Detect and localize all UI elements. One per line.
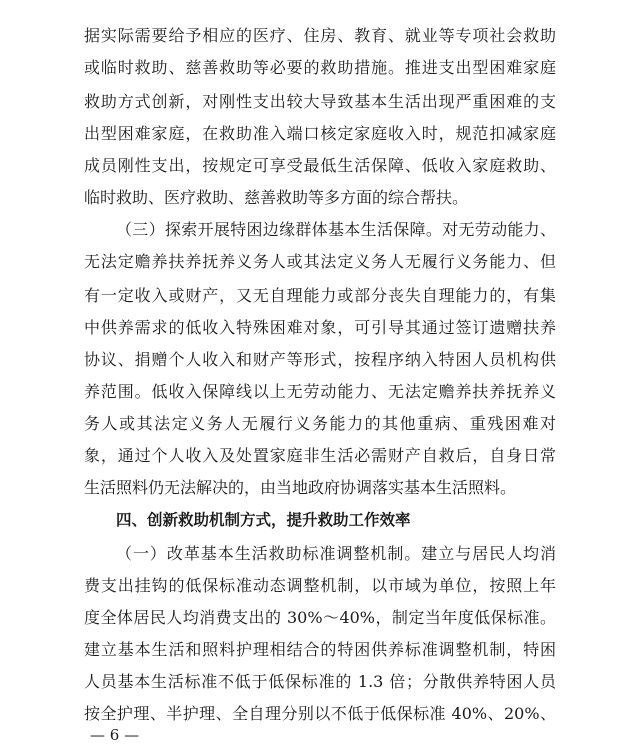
section-subheading-line: （三）探索开展特困边缘群体基本生活保障。对无劳动能力、	[116, 220, 556, 239]
section-heading: 四、创新救助机制方式，提升救助工作效率	[116, 511, 411, 529]
paragraph-line: 费支出挂钩的低保标准动态调整机制，以市域为单位，按照上年	[84, 576, 556, 595]
paragraph-line: 协议、捐赠个人收入和财产等形式，按程序纳入特困人员机构供	[84, 350, 556, 369]
paragraph-line: 临时救助、医疗救助、慈善救助等多方面的综合帮扶。	[84, 188, 469, 207]
paragraph-line: 据实际需要给予相应的医疗、住房、教育、就业等专项社会救助	[84, 26, 556, 45]
paragraph-line: 出型困难家庭，在救助准入端口核定家庭收入时，规范扣减家庭	[84, 124, 556, 143]
paragraph-line: 养范围。低收入保障线以上无劳动能力、无法定赡养扶养抚养义	[84, 382, 556, 401]
paragraph-line: 务人或其法定义务人无履行义务能力的其他重病、重残困难对	[84, 414, 556, 433]
page-number: — 6 —	[90, 726, 140, 744]
paragraph-line: 中供养需求的低收入特殊困难对象，可引导其通过签订遗赠扶养	[84, 318, 556, 337]
paragraph-line: 生活照料仍无法解决的，由当地政府协调落实基本生活照料。	[84, 478, 517, 497]
paragraph-line: 度全体居民人均消费支出的 30%～40%，制定当年度低保标准。	[84, 608, 556, 627]
paragraph-line: 象，通过个人收入及处置家庭非生活必需财产自救后，自身日常	[84, 446, 556, 465]
paragraph-line: 或临时救助、慈善救助等必要的救助措施。推进支出型困难家庭	[84, 58, 556, 77]
paragraph-line: 按全护理、半护理、全自理分别以不低于低保标准 40%、20%、	[84, 704, 556, 723]
paragraph-line: 人员基本生活标准不低于低保标准的 1.3 倍；分散供养特困人员	[84, 672, 556, 691]
paragraph-line: 无法定赡养扶养抚养义务人或其法定义务人无履行义务能力、但	[84, 252, 556, 271]
paragraph-line: 救助方式创新，对刚性支出较大导致基本生活出现严重困难的支	[84, 92, 556, 111]
paragraph-line: 成员刚性支出，按规定可享受最低生活保障、低收入家庭救助、	[84, 156, 556, 175]
paragraph-line: 建立基本生活和照料护理相结合的特困供养标准调整机制，特困	[84, 640, 556, 659]
paragraph-line: 有一定收入或财产，又无自理能力或部分丧失自理能力的，有集	[84, 286, 556, 305]
section-subheading-line: （一）改革基本生活救助标准调整机制。建立与居民人均消	[116, 544, 556, 563]
